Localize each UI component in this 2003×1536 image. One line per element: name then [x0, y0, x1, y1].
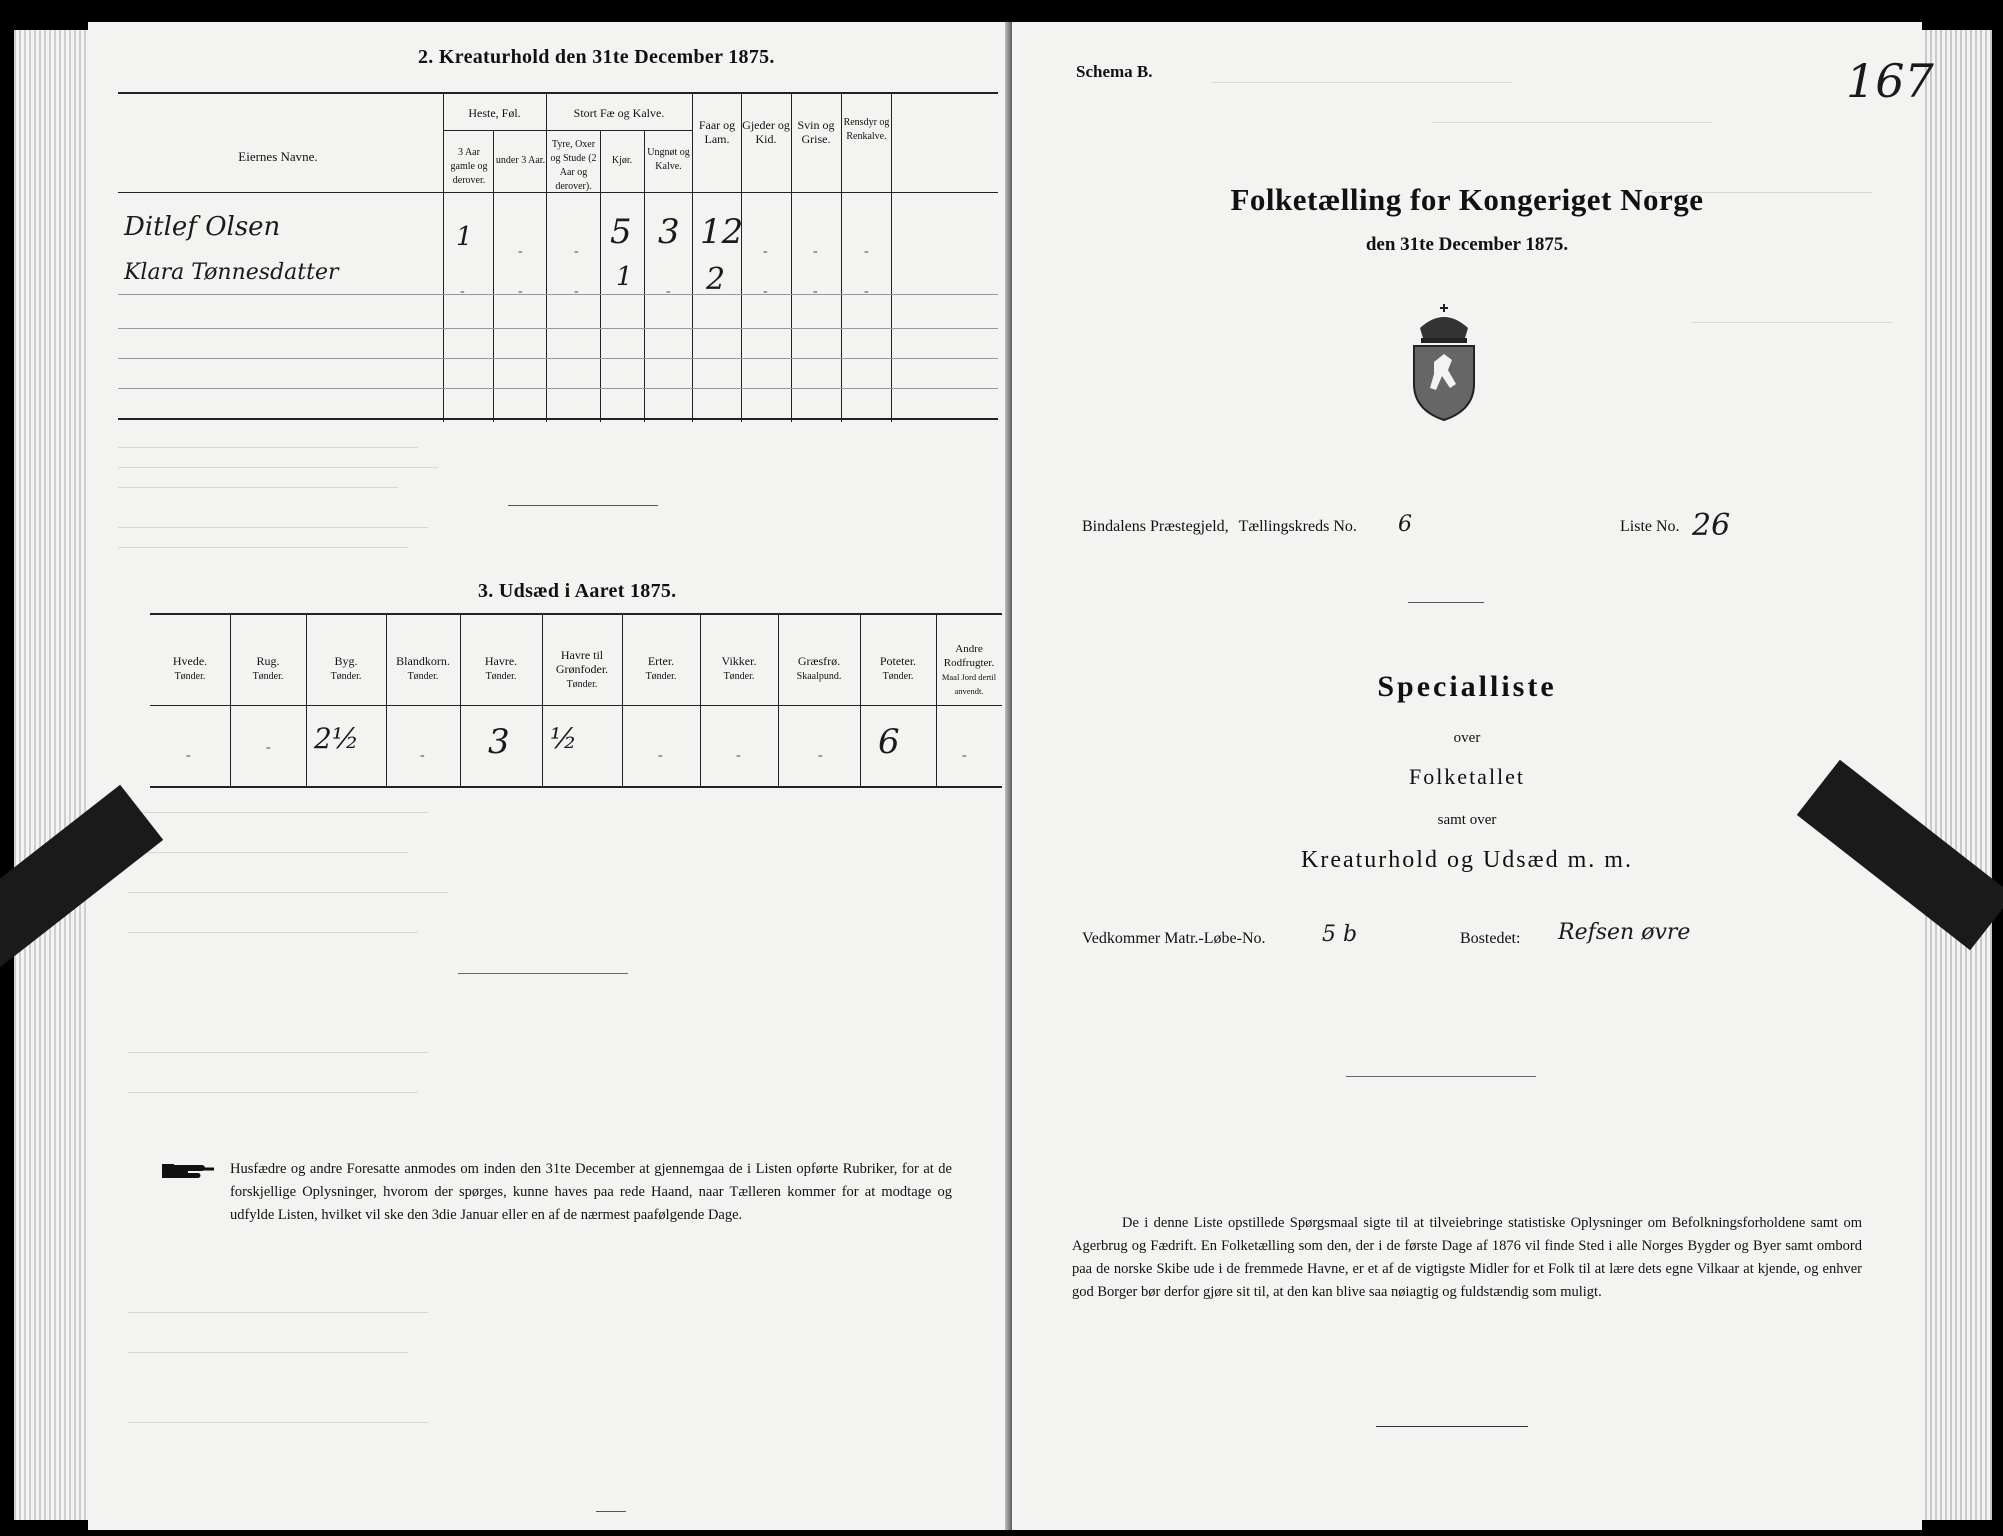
col-other-roots: Andre Rodfrugter. Maal Jord dertil anvendt. — [941, 643, 997, 696]
col-sheep: Faar og Lam. — [698, 118, 736, 146]
specialliste-heading: Specialliste — [1377, 670, 1557, 703]
cell-value: - — [763, 284, 768, 299]
cell-value: - — [813, 284, 818, 299]
col-line — [778, 613, 779, 786]
table2-bottom-rule — [118, 418, 998, 420]
cell-value: - — [574, 284, 579, 299]
bleed-through-line — [128, 892, 448, 893]
col-barley: Byg. Tønder. — [330, 654, 362, 682]
bleed-through-line — [1212, 82, 1512, 83]
cell-value: 6 — [878, 722, 900, 762]
cattle-group-header: Stort Fæ og Kalve. — [573, 106, 665, 120]
col-line — [386, 613, 387, 786]
cell-value: - — [813, 244, 818, 259]
divider — [458, 973, 628, 974]
matr-label: Vedkommer Matr.-Løbe-No. — [1082, 930, 1266, 947]
cell-value: - — [864, 284, 869, 299]
list-value: 26 — [1692, 508, 1731, 543]
cell-value: - — [818, 748, 823, 763]
cell-value: 3 — [658, 212, 680, 252]
notice-text: Husfædre og andre Foresatte anmodes om inden den 31te December at gjennemgaa de i Listen opførte Rubriker, for at de forskjellige Oplysninger, hvorom der spørges, kunne haves paa rede Haand, naar Tælleren kommer for at modtage og udfylde Listen, hvilket vil ske den 3die Januar eller en af de nærmest paafølgende Dage. — [230, 1161, 952, 1223]
cell-value: - — [266, 740, 271, 755]
bleed-through-line — [1432, 122, 1712, 123]
table3-header-rule — [150, 705, 1002, 706]
census-date: den 31te December 1875. — [1365, 234, 1569, 255]
col-line — [622, 613, 623, 786]
bleed-through-line — [128, 852, 408, 853]
col-green-oats: Havre til Grønfoder. Tønder. — [555, 648, 609, 690]
row-rule — [118, 388, 998, 389]
col-cows: Kjør. — [611, 155, 633, 166]
owner-header: Eiernes Navne. — [238, 149, 318, 164]
col-line — [936, 613, 937, 786]
table3-bottom-rule — [150, 786, 1002, 788]
cell-value: ½ — [550, 722, 578, 755]
cell-value: 3 — [488, 722, 510, 762]
col-peas: Erter. Tønder. — [645, 654, 677, 682]
kreaturhold-heading: Kreaturhold og Udsæd m. m. — [1301, 847, 1633, 873]
matr-value: 5 b — [1322, 922, 1358, 947]
table2-top-rule — [118, 92, 998, 94]
cell-value: 2½ — [314, 722, 359, 755]
horses-group-header: Heste, Føl. — [468, 106, 521, 120]
cell-value: - — [186, 748, 191, 763]
col-line — [306, 613, 307, 786]
cell-value: 2 — [706, 262, 726, 297]
bosted-value: Refsen øvre — [1558, 920, 1691, 945]
cell-value: 5 — [610, 212, 632, 252]
col-line — [460, 613, 461, 786]
page-edge-right — [1922, 30, 1992, 1520]
bleed-through-line — [128, 812, 428, 813]
divider — [1346, 1076, 1536, 1077]
cell-value: - — [518, 284, 523, 299]
bleed-through-line — [118, 547, 408, 548]
bleed-through-line — [1692, 322, 1892, 323]
list-label: Liste No. — [1620, 518, 1680, 535]
bleed-through-line — [128, 932, 418, 933]
col-line — [230, 613, 231, 786]
col-mixed-grain: Blandkorn. Tønder. — [396, 654, 450, 682]
bleed-through-line — [128, 1422, 428, 1423]
col-potatoes: Poteter. Tønder. — [879, 654, 917, 682]
main-title: Folketælling for Kongeriget Norge — [1230, 182, 1704, 217]
col-line — [700, 613, 701, 786]
col-reindeer: Rensdyr og Renkalve. — [843, 117, 890, 142]
parish-line — [1082, 518, 1357, 536]
bleed-through-line — [118, 467, 438, 468]
col-bulls: Tyre, Oxer og Stude (2 Aar og derover). — [550, 139, 597, 192]
col-line — [600, 130, 601, 422]
right-page — [1012, 22, 1934, 1530]
bleed-through-line — [128, 1312, 428, 1313]
left-page — [88, 22, 1014, 1530]
divider — [596, 1511, 626, 1512]
bleed-through-line — [118, 447, 418, 448]
row-rule — [118, 328, 998, 329]
schema-label: Schema B. — [1076, 62, 1153, 81]
cell-value: - — [864, 244, 869, 259]
col-line — [860, 613, 861, 786]
cell-value: - — [736, 748, 741, 763]
samt-over-text: samt over — [1437, 812, 1497, 828]
bleed-through-line — [128, 1352, 408, 1353]
divider — [508, 505, 658, 506]
cell-value: - — [574, 244, 579, 259]
coat-of-arms-icon — [1404, 302, 1484, 422]
cell-value: 1 — [456, 222, 473, 252]
row-rule — [118, 358, 998, 359]
cell-value: - — [420, 748, 425, 763]
bosted-label: Bostedet: — [1460, 930, 1521, 947]
col-goats: Gjeder og Kid. — [742, 118, 790, 146]
over-text-1: over — [1453, 730, 1481, 746]
footer-text: De i denne Liste opstillede Spørgsmaal sigte til at tilveiebringe statistiske Oplysninger om Befolkningsforholdene samt om Agerbrug og Fædrift. En Folketælling som den, der i de første Dage af 1876 vil finde Sted i alle Norges Bygder og Byer samt ombord paa de norske Skibe ude i de fremmede Havne, er et af de vigtigste Midler for et Folk til at lære dets egne Vilkaar at kjende, og enhver god Borger bør derfor gjøre sit til, at den kan blive saa nøiagtig og fuldstændig som muligt. — [1072, 1215, 1862, 1300]
divider — [1376, 1426, 1528, 1427]
cell-value: 1 — [616, 262, 633, 292]
group-header-rule — [443, 130, 692, 131]
divider — [1408, 602, 1484, 603]
cell-value: 12 — [700, 212, 744, 252]
col-wheat: Hvede. Tønder. — [172, 654, 208, 682]
owner-name: Klara Tønnesdatter — [124, 260, 339, 285]
bleed-through-line — [118, 527, 428, 528]
cell-value: - — [666, 284, 671, 299]
col-rye: Rug. Tønder. — [252, 654, 284, 682]
cell-value: - — [658, 748, 663, 763]
col-pigs: Svin og Grise. — [797, 118, 835, 146]
col-grass-seed: Græsfrø. Skaalpund. — [796, 654, 842, 682]
col-young-cattle: Ungnøt og Kalve. — [647, 147, 690, 172]
section3-title: 3. Udsæd i Aaret 1875. — [478, 580, 677, 602]
bleed-through-line — [118, 487, 398, 488]
section2-title: 2. Kreaturhold den 31te December 1875. — [418, 46, 775, 68]
col-line — [542, 613, 543, 786]
bleed-through-line — [128, 1092, 418, 1093]
parish-label: Bindalens Præstegjeld, — [1082, 518, 1229, 535]
col-horses-old: 3 Aar gamle og derover. — [450, 147, 488, 186]
col-line — [493, 130, 494, 422]
cell-value: - — [518, 244, 523, 259]
folketallet-heading: Folketallet — [1408, 764, 1526, 789]
col-line — [891, 92, 892, 422]
owner-name: Ditlef Olsen — [124, 212, 281, 242]
col-horses-young: under 3 Aar. — [495, 155, 546, 166]
cell-value: - — [962, 748, 967, 763]
page-number: 167 — [1846, 54, 1934, 108]
col-line — [443, 92, 444, 422]
district-label: Tællingskreds No. — [1238, 518, 1357, 535]
bleed-through-line — [128, 1052, 428, 1053]
pointing-hand-icon — [160, 1160, 220, 1182]
table3-top-rule — [150, 613, 1002, 615]
cell-value: - — [763, 244, 768, 259]
district-value: 6 — [1398, 512, 1412, 537]
col-oats: Havre. Tønder. — [484, 654, 518, 682]
cell-value: - — [460, 284, 465, 299]
page-edge-left — [14, 30, 88, 1520]
col-vetch: Vikker. Tønder. — [721, 654, 757, 682]
